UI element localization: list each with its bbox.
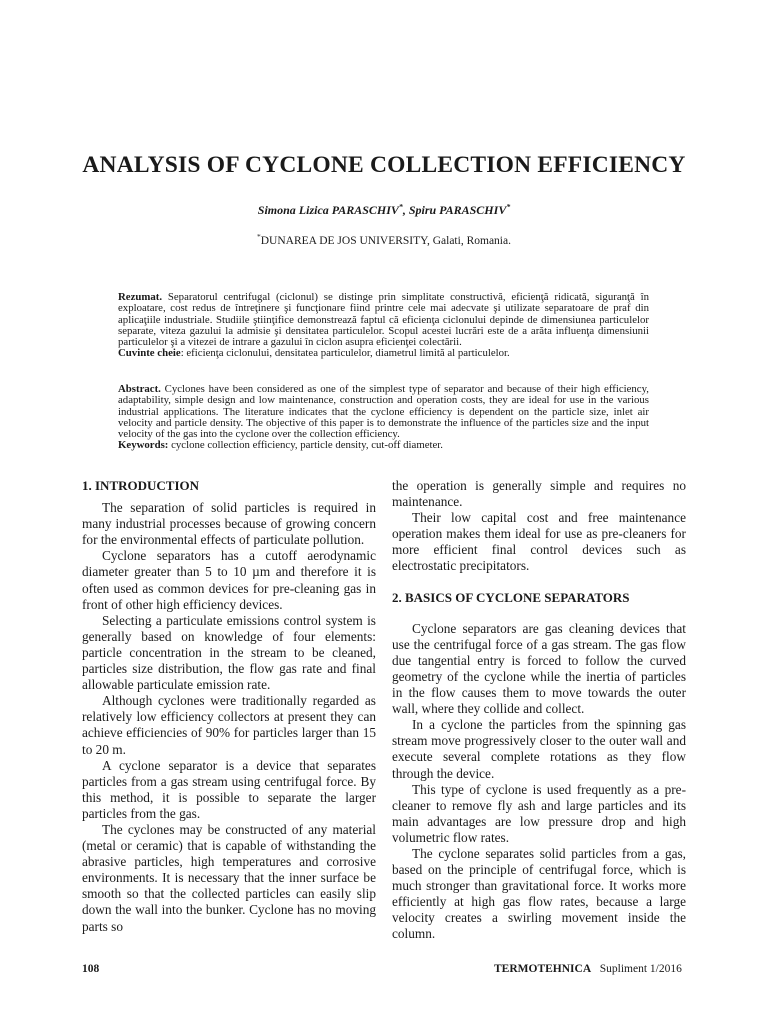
journal-issue: Supliment 1/2016 (599, 963, 682, 975)
author-separator: , (402, 203, 409, 217)
rezumat-label: Rezumat. (118, 291, 163, 303)
author-2-mark: * (506, 202, 511, 211)
abstract-text: Cyclones have been considered as one of the simplest type of separator and because of their high efficiency, adaptability, simple design and low maintenance, construction and operation costs, they are ideal for use in the various industrial applications. The literature indicates that the cyclone efficiency is dependent on the particle size, inlet air velocity and particle density. The objective of this paper is to demonstrate the influence of the particles size and the input velocity of the gas into the cyclone over the collection efficiency. (118, 383, 649, 441)
rezumat-keywords: : eficienţa ciclonului, densitatea particulelor, diametrul limită al particulelor. (180, 347, 510, 360)
author-line (0, 203, 768, 218)
paragraph: Their low capital cost and free maintenance operation makes them ideal for use as pre-cleaners for more efficient final control devices such as electrostatic precipitators. (392, 510, 686, 574)
author-1-mark: * (398, 202, 403, 211)
rezumat-text: Separatorul centrifugal (ciclonul) se distinge prin simplitate constructivă, eficienţă ridicată, siguranţă în exploatare, cost redus de întreţinere şi funcţionare fiind printre cele mai adecvate şi utilizate separatoare de praf din aplicaţiile industriale. Studiile ştiinţifice demonstrează faptul că eficienţa ciclonului depinde de dimensiunea particulelor separate, viteza gazului la admisie şi densitatea particulelor. Scopul acestei lucrări este de a arăta influenţa dimensiunii particulelor şi a vitezei de intrare a gazului în ciclon asupra eficienţei colectării. (118, 291, 649, 349)
author-2: Spiru PARASCHIV (408, 203, 507, 217)
affiliation-mark: * (257, 232, 261, 242)
paragraph: A cyclone separator is a device that separates particles from a gas stream using centrifugal force. By this method, it is possible to separate the larger particles from the gas. (82, 757, 376, 821)
affiliation (0, 232, 768, 247)
paragraph: In a cyclone the particles from the spinning gas stream move progressively closer to the outer wall and execute several complete rotations as they flow through the device. (392, 717, 686, 781)
section-1-heading: 1. INTRODUCTION (82, 478, 200, 493)
paragraph: Cyclone separators has a cutoff aerodynamic diameter greater than 5 to 10 µm and therefore it is often used as common devices for pre-cleaning gas in front of other high efficiency devices. (82, 548, 376, 612)
right-column (392, 478, 686, 943)
paragraph: Cyclone separators are gas cleaning devices that use the centrifugal force of a gas stream. The gas flow due tangential entry is forced to follow the curved geometry of the cyclone while the inertia of particles in the flow causes them to move towards the outer wall, where they collide and collect. (392, 620, 686, 717)
abstract-label: Abstract. (118, 383, 161, 395)
section-2-heading: 2. BASICS OF CYCLONE SEPARATORS (392, 589, 630, 605)
page-number: 108 (82, 963, 100, 975)
left-column (82, 478, 376, 935)
journal-footer (494, 963, 682, 975)
paragraph: The cyclones may be constructed of any material (metal or ceramic) that is capable of withstanding the abrasive particles, high temperatures and corrosive environments. It is necessary that the inner surface be smooth so that the collected particles can easily slip down the wall into the bunker. Cyclone has no moving parts so (82, 821, 376, 934)
journal-name: TERMOTEHNICA (494, 963, 592, 975)
affiliation-text: DUNAREA DE JOS UNIVERSITY, Galati, Romania. (260, 235, 511, 247)
paragraph: The separation of solid particles is required in many industrial processes because of growing concern for the environmental effects of particulate pollution. (82, 500, 376, 548)
keywords-text: cyclone collection efficiency, particle density, cut-off diameter. (168, 439, 443, 452)
rezumat-keywords-label: Cuvinte cheie (118, 347, 181, 360)
author-1: Simona Lizica PARASCHIV (257, 203, 399, 217)
abstract-block (118, 384, 649, 452)
paragraph-continued: the operation is generally simple and requires no maintenance. (392, 478, 686, 510)
keywords-label: Keywords: (118, 439, 169, 452)
paragraph: The cyclone separates solid particles from a gas, based on the principle of centrifugal force, which is much stronger than gravitational force. It works more efficiently at high gas flow rates, because a large velocity creates a swirling movement inside the column. (392, 845, 686, 942)
rezumat-block (118, 292, 649, 360)
paragraph: Selecting a particulate emissions control system is generally based on knowledge of four elements: particle concentration in the stream to be cleaned, particles size distribution, the flow gas rate and final allowable particulate emission rate. (82, 612, 376, 693)
paper-title: ANALYSIS OF CYCLONE COLLECTION EFFICIENCY (82, 152, 686, 178)
paragraph: Although cyclones were traditionally regarded as relatively low efficiency collectors at present they can achieve efficiencies of 90% for particles larger than 15 to 20 m. (82, 693, 376, 757)
paragraph: This type of cyclone is used frequently as a pre-cleaner to remove fly ash and large particles and its main advantages are low pressure drop and high volumetric flow rates. (392, 781, 686, 845)
